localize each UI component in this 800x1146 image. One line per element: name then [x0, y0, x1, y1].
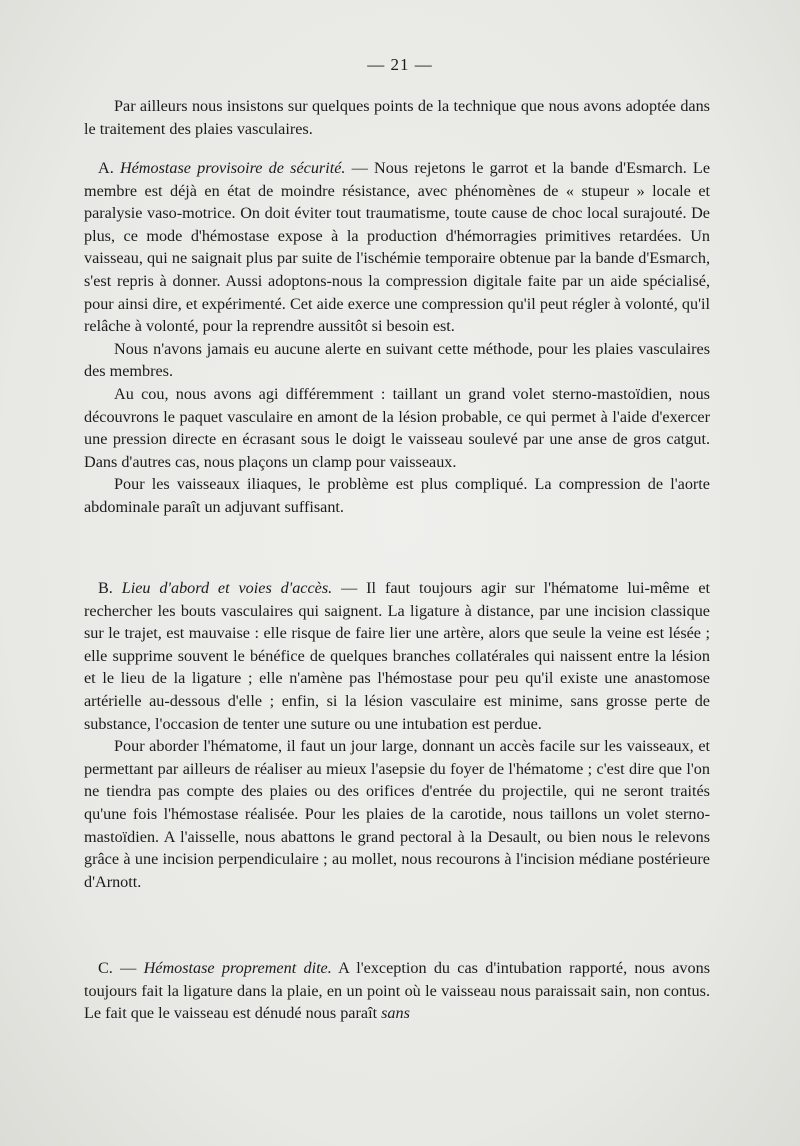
section-c-heading: Hémostase proprement dite.	[143, 959, 332, 977]
section-a-dash: —	[345, 159, 374, 177]
section-b-first-paragraph	[84, 577, 710, 735]
section-a-first-paragraph	[84, 157, 710, 338]
section-b-letter: B.	[98, 579, 113, 597]
section-c-letter: C.	[98, 959, 113, 977]
section-b-dash: —	[332, 579, 367, 597]
section-b-heading: Lieu d'abord et voies d'accès.	[121, 579, 333, 597]
section-c-dash: —	[112, 959, 144, 977]
section-c	[84, 957, 710, 1025]
section-a	[84, 157, 710, 519]
section-b-paragraph-2: Pour aborder l'hématome, il faut un jour large, donnant un accès facile sur les vaisseaux, et permettant par ailleurs de réaliser au mieux l'asepsie du foyer de l'hématome ; c'est dire que l'on ne tiendra pas compte des plaies ou des orifices d'entrée du projectile, qui ne seront traités qu'une fois l'hémostase réalisée. Pour les plaies de la carotide, nous taillons un volet sterno-mastoïdien. A l'aisselle, nous abattons le grand pectoral à la Desault, ou bien nous le relevons grâce à une incision perpendiculaire ; au mollet, nous recourons à l'incision médiane postérieure d'Arnott.	[84, 737, 710, 891]
section-a-paragraph-4: Pour les vaisseaux iliaques, le problème est plus compliqué. La compression de l'aorte abdominale paraît un adjuvant suffisant.	[84, 475, 710, 516]
section-a-heading: Hémostase provisoire de sécurité.	[119, 159, 346, 177]
section-a-paragraph-2: Nous n'avons jamais eu aucune alerte en suivant cette méthode, pour les plaies vasculaires des membres.	[84, 339, 710, 381]
intro-paragraph	[84, 95, 710, 140]
intro-text: Par ailleurs nous insistons sur quelques points de la technique que nous avons adoptée dans le traitement des plaies vasculaires.	[84, 97, 710, 138]
section-c-trailing-italic: sans	[381, 1004, 410, 1023]
section-c-text: A l'exception du cas d'intubation rapporté, nous avons toujours fait la ligature dans la plaie, en un point où le vaisseau nous paraissait sain, non contus. Le fait que le vaisseau est dénudé nous paraît	[84, 959, 710, 1023]
section-c-first-paragraph	[84, 957, 710, 1025]
section-a-paragraph-1: Nous rejetons le garrot et la bande d'Esmarch. Le membre est déjà en état de moindre résistance, avec phénomènes de « stupeur » locale et paralysie vaso-motrice. On doit éviter tout traumatisme, toute cause de choc local surajouté. De plus, ce mode d'hémostase expose à la production d'hémorragies primitives retardées. Un vaisseau, qui ne saignait plus par suite de l'ischémie temporaire obtenue par la bande d'Esmarch, s'est repris à donner. Aussi adoptons-nous la compression digitale faite par un aide spécialisé, pour ainsi dire, et expérimenté. Cet aide exerce une compression qu'il peut régler à volonté, qu'il relâche à volonté, pour la reprendre aussitôt si besoin est.	[84, 159, 711, 336]
section-a-letter: A.	[98, 159, 114, 177]
page-number: — 21 —	[367, 55, 433, 74]
section-b	[84, 577, 710, 893]
section-a-paragraph-3: Au cou, nous avons agi différemment : taillant un grand volet sterno-mastoïdien, nous découvrons le paquet vasculaire en amont de la lésion probable, ce qui permet à l'aide d'exercer une pression directe en écrasant sous le doigt le vaisseau soulevé par une anse de gros catgut. Dans d'autres cas, nous plaçons un clamp pour vaisseaux.	[84, 384, 710, 471]
section-b-paragraph-1: Il faut toujours agir sur l'hématome lui-même et rechercher les bouts vasculaires qui saignent. La ligature à distance, par une incision classique sur le trajet, est mauvaise : elle risque de faire lier une artère, alors que seule la veine est lésée ; elle supprime souvent le bénéfice de quelques branches collatérales qui naissent entre la lésion et le lieu de la ligature ; elle n'amène pas l'hémostase pour peu qu'il existe une anastomose artérielle au-dessous d'elle ; enfin, si la lésion vasculaire est minime, sans grosse perte de substance, l'occasion de tenter une suture ou une intubation est perdue.	[84, 579, 710, 733]
